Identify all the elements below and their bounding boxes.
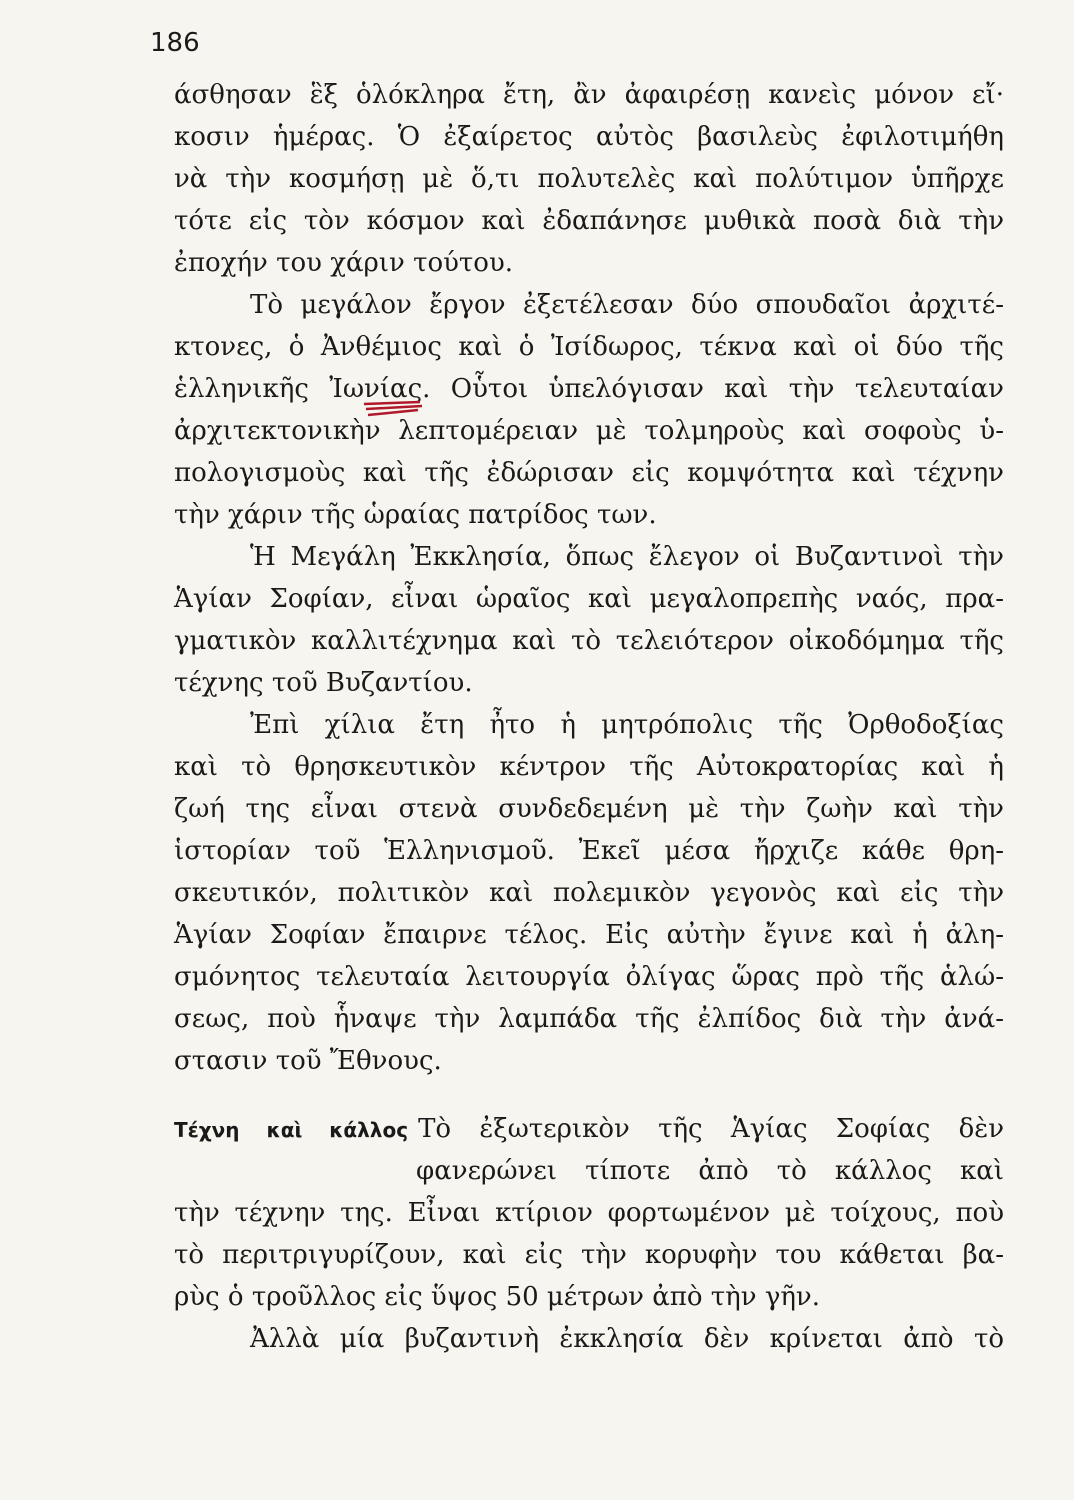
text-line: Ἁγίαν Σοφίαν ἔπαιρνε τέλος. Εἰς αὐτὴν ἔγινε καὶ ἡ ἀλη- — [174, 920, 1004, 950]
text-line: σμόνητος τελευταία λειτουργία ὀλίγας ὥρας πρὸ τῆς ἁλώ- — [174, 962, 1004, 992]
text-line: ζωή της εἶναι στενὰ συνδεδεμένη μὲ τὴν ζωὴν καὶ τὴν — [174, 794, 1004, 824]
text-line: καὶ τὸ θρησκευτικὸν κέντρον τῆς Αὐτοκρατορίας καὶ ἡ — [174, 752, 1004, 782]
page-number: 186 — [150, 28, 200, 58]
text-line: Ἡ Μεγάλη Ἐκκλησία, ὅπως ἔλεγον οἱ Βυζαντινοὶ τὴν — [250, 542, 1004, 572]
text-line: Ἐπὶ χίλια ἔτη ἦτο ἡ μητρόπολις τῆς Ὀρθοδοξίας — [250, 710, 1004, 740]
text-span: Τὸ ἐξωτερικὸν τῆς Ἁγίας Σοφίας δὲν — [418, 1114, 1005, 1144]
section-first-line — [174, 1116, 1004, 1142]
text-line: σκευτικόν, πολιτικὸν καὶ πολεμικὸν γεγονὸς καὶ εἰς τὴν — [174, 878, 1004, 908]
text-line: στασιν τοῦ Ἔθνους. — [174, 1046, 442, 1076]
text-line: τὴν χάριν τῆς ὡραίας πατρίδος των. — [174, 500, 657, 530]
text-line: ἀρχιτεκτονικὴν λεπτομέρειαν μὲ τολμηροὺς καὶ σοφοὺς ὑ- — [174, 416, 1004, 446]
text-line: ἱστορίαν τοῦ Ἑλληνισμοῦ. Ἐκεῖ μέσα ἤρχιζε κάθε θρη- — [174, 836, 1004, 866]
text-line: ἐποχήν του χάριν τούτου. — [174, 248, 514, 278]
text-line: Τὸ μεγάλον ἔργον ἐξετέλεσαν δύο σπουδαῖοι ἀρχιτέ- — [250, 290, 1004, 320]
text-line: τέχνης τοῦ Βυζαντίου. — [174, 668, 473, 698]
text-line: άσθησαν ἓξ ὁλόκληρα ἔτη, ἂν ἀφαιρέσῃ κανεὶς μόνον εἴ· — [174, 80, 1004, 110]
text-line: Ἀλλὰ μία βυζαντινὴ ἐκκλησία δὲν κρίνεται ἀπὸ τὸ — [250, 1324, 1004, 1354]
text-line: ἑλληνικῆς Ἰωνίας. Οὗτοι ὑπελόγισαν καὶ τὴν τελευταίαν — [174, 374, 1004, 404]
text-line: κτονες, ὁ Ἀνθέμιος καὶ ὁ Ἰσίδωρος, τέκνα καὶ οἱ δύο τῆς — [174, 332, 1004, 362]
text-line: πολογισμοὺς καὶ τῆς ἐδώρισαν εἰς κομψότητα καὶ τέχνην — [174, 458, 1004, 488]
section-heading: Τέχνη καὶ κάλλος — [174, 1118, 409, 1142]
text-line: τὸ περιτριγυρίζουν, καὶ εἰς τὴν κορυφὴν του κάθεται βα- — [174, 1240, 1004, 1270]
text-line: τὴν τέχνην της. Εἶναι κτίριον φορτωμένον μὲ τοίχους, ποὺ — [174, 1198, 1004, 1228]
pen-mark-icon — [360, 400, 430, 418]
text-line: κοσιν ἡμέρας. Ὁ ἐξαίρετος αὐτὸς βασιλεὺς ἐφιλοτιμήθη — [174, 122, 1004, 152]
text-line: Ἁγίαν Σοφίαν, εἶναι ὡραῖος καὶ μεγαλοπρεπὴς ναός, πρα- — [174, 584, 1004, 614]
text-line: τότε εἰς τὸν κόσμον καὶ ἐδαπάνησε μυθικὰ ποσὰ διὰ τὴν — [174, 206, 1004, 236]
text-line: γματικὸν καλλιτέχνημα καὶ τὸ τελειότερον οἰκοδόμημα τῆς — [174, 626, 1004, 656]
text-line: ρὺς ὁ τροῦλλος εἰς ὕψος 50 μέτρων ἀπὸ τὴν γῆν. — [174, 1282, 821, 1312]
text-line: σεως, ποὺ ἧναψε τὴν λαμπάδα τῆς ἐλπίδος διὰ τὴν ἀνά- — [174, 1004, 1004, 1034]
text-line: νὰ τὴν κοσμήσῃ μὲ ὅ,τι πολυτελὲς καὶ πολύτιμον ὑπῆρχε — [174, 164, 1004, 194]
text-line: φανερώνει τίποτε ἀπὸ τὸ κάλλος καὶ — [416, 1156, 1004, 1186]
